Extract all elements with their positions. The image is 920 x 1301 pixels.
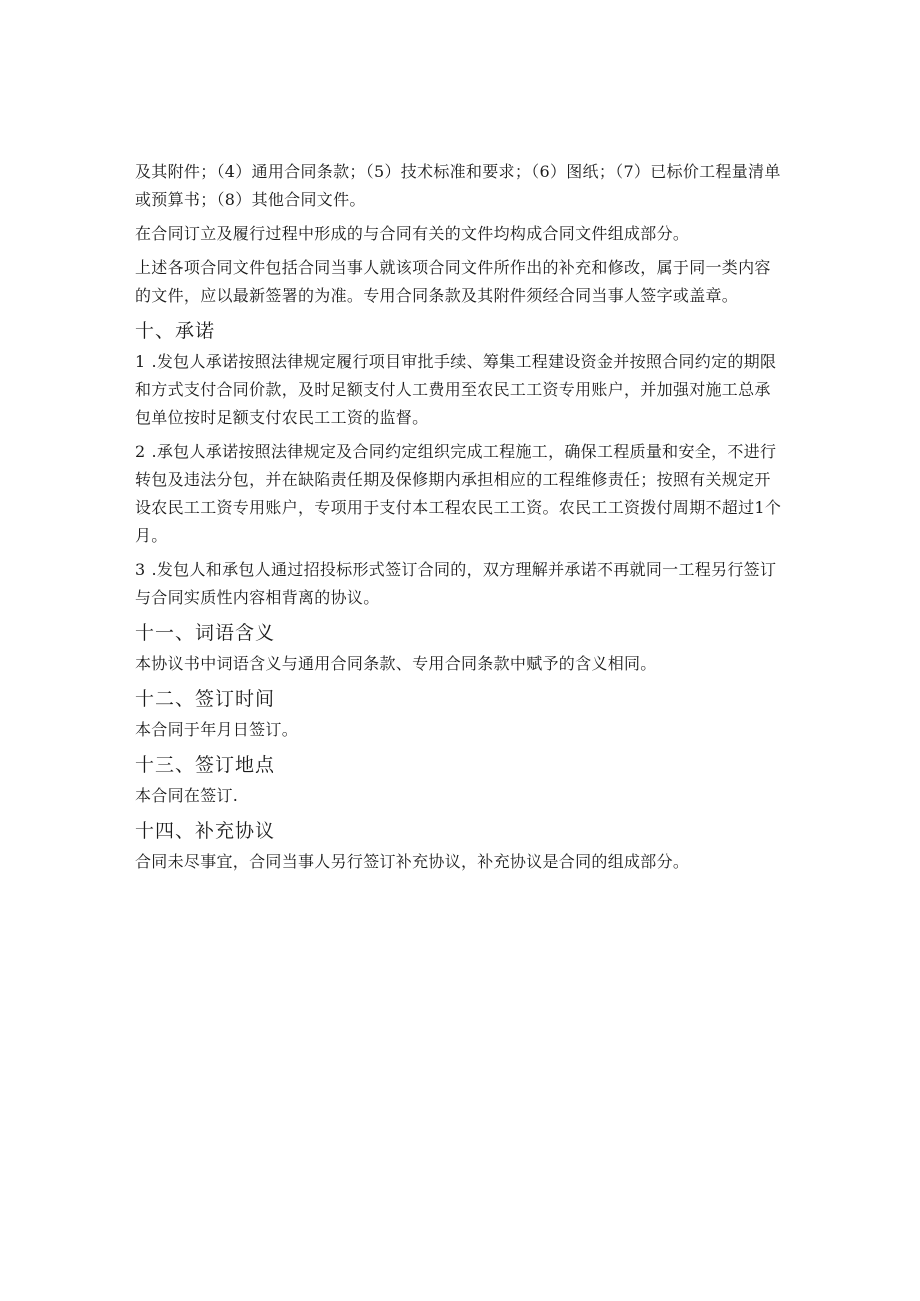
commitment-item-1 xyxy=(135,348,783,432)
paragraph-definitions: 本协议书中词语含义与通用合同条款、专用合同条款中赋予的含义相同。 xyxy=(135,654,657,673)
paragraph-precedence: 上述各项合同文件包括合同当事人就该项合同文件所作出的补充和修改，属于同一类内容的文件，应以最新签署的为准。专用合同条款及其附件须经合同当事人签字或盖章。 xyxy=(135,258,771,305)
paragraph-contract-documents: 在合同订立及履行过程中形成的与合同有关的文件均构成合同文件组成部分。 xyxy=(135,224,690,243)
item-text: .发包人和承包人通过招投标形式签订合同的，双方理解并承诺不再就同一工程另行签订与合同实质性内容相背离的协议。 xyxy=(135,560,777,607)
paragraph-signing-place: 本合同在签订. xyxy=(135,786,239,805)
section-heading-definitions: 十一、词语含义 xyxy=(135,622,276,644)
item-text: .承包人承诺按照法律规定及合同约定组织完成工程施工，确保工程质量和安全，不进行转包及违法分包，并在缺陷责任期及保修期内承担相应的工程维修责任；按照有关规定开设农民工工资专用账户，专项用于支付本工程农民工工资。农民工工资拨付周期不超过1个月。 xyxy=(135,442,782,545)
document-page xyxy=(135,158,783,882)
commitment-item-2 xyxy=(135,438,783,550)
item-number: 2 xyxy=(135,442,146,461)
paragraph-signing-time: 本合同于年月日签订。 xyxy=(135,720,299,739)
paragraph-attachments: 及其附件；（4）通用合同条款；（5）技术标准和要求；（6）图纸；（7）已标价工程量清单或预算书；（8）其他合同文件。 xyxy=(135,162,781,209)
section-heading-supplementary: 十四、补充协议 xyxy=(135,820,276,842)
section-heading-signing-place: 十三、签订地点 xyxy=(135,754,276,776)
paragraph-supplementary: 合同未尽事宜，合同当事人另行签订补充协议，补充协议是合同的组成部分。 xyxy=(135,852,690,871)
item-text: .发包人承诺按照法律规定履行项目审批手续、筹集工程建设资金并按照合同约定的期限和方式支付合同价款，及时足额支付人工费用至农民工工资专用账户，并加强对施工总承包单位按时足额支付农民工工资的监督。 xyxy=(135,352,777,427)
section-heading-commitments: 十、承诺 xyxy=(135,320,216,342)
commitment-item-3 xyxy=(135,556,783,612)
item-number: 1 xyxy=(135,352,146,371)
section-heading-signing-time: 十二、签订时间 xyxy=(135,688,276,710)
item-number: 3 xyxy=(135,560,146,579)
